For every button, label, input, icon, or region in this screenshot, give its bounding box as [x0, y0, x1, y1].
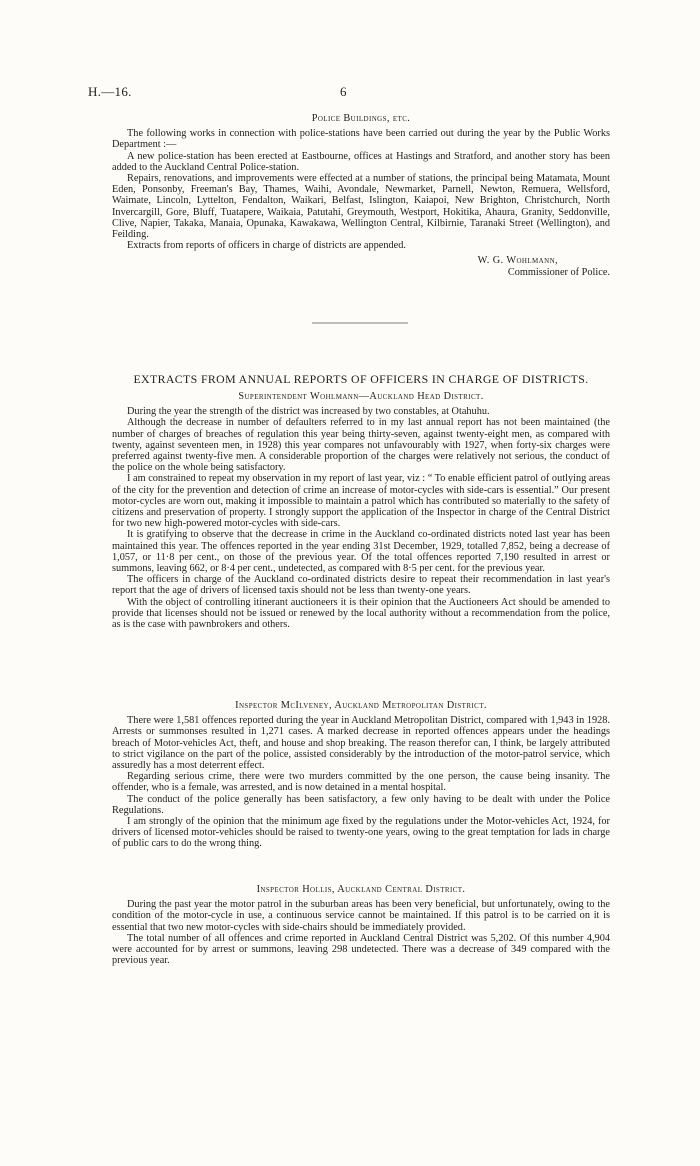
- auckland-central-district-section: [112, 884, 610, 966]
- paragraph: Repairs, renovations, and improvements were effected at a number of stations, the principal being Matamata, Mount Eden, Ponsonby, Freeman's Bay, Thames, Waihi, Avondale, Newmarket, Parnell, Newton, Remuera, Wellsford, Waimate, Lincoln, Lyttelton, Fendalton, Waikari, Belfast, Islington, Kaiapoi, New Brighton, Christchurch, North Invercargill, Gore, Bluff, Tuatapere, Waikaia, Patutahi, Greymouth, Westport, Hokitika, Ahaura, Granity, Seddonville, Clive, Napier, Takaka, Manaia, Opunaka, Kawakawa, Wellington Central, Kilbirnie, Taranaki Street (Wellington), and Feilding.: [112, 173, 610, 241]
- auckland-head-district-section: [112, 391, 610, 630]
- page-reference: H.—16.: [88, 84, 132, 99]
- signature-title: Commissioner of Police.: [507, 267, 610, 279]
- paragraph: The conduct of the police generally has been satisfactory, a few only having to be dealt with under the Police Regulations.: [112, 793, 610, 816]
- section-heading-police-buildings: Police Buildings, etc.: [311, 113, 411, 124]
- page-number: 6: [340, 84, 347, 99]
- paragraph: During the year the strength of the district was increased by two constables, at Otahuhu.: [127, 406, 490, 418]
- paragraph: The following works in connection with police-stations have been carried out during the year by the Public Works Department :—: [112, 128, 610, 151]
- main-title: EXTRACTS FROM ANNUAL REPORTS OF OFFICERS IN CHARGE OF DISTRICTS.: [133, 372, 589, 386]
- section-heading-auckland-central: Inspector Hollis, Auckland Central District.: [256, 884, 466, 895]
- paragraph: I am constrained to repeat my observation in my report of last year, viz : “ To enable efficient patrol of outlying areas of the city for the prevention and detection of crime an increase of motor-cycles with side-cars is essential.” Our present motor-cycles are worn out, making it impossible to maintain a patrol which has contributed so materially to the safety of citizens and preservation of property. I strongly support the application of the Inspector in charge of the Central District for two new high-powered motor-cycles with side-cars.: [112, 473, 610, 530]
- paragraph: There were 1,581 offences reported during the year in Auckland Metropolitan District, compared with 1,943 in 1928. Arrests or summonses resulted in 1,271 cases. A marked decrease in reported offences appears under the headings breach of Motor-vehicles Act, theft, and house and shop breaking. The reason therefor can, I think, be largely attributed to strict vigilance on the part of the police, assisted considerably by the introduction of the motor-patrol service, which assuredly has a most deterrent effect.: [112, 715, 610, 772]
- section-heading-auckland-head: Superintendent Wohlmann—Auckland Head District.: [238, 391, 484, 402]
- signature-block: [112, 255, 610, 279]
- paragraph: With the object of controlling itinerant auctioneers it is their opinion that the Auctioneers Act should be amended to provide that licenses should not be issued or renewed by the local authority without a recommendation from the police, as is the case with pawnbrokers and others.: [112, 596, 610, 631]
- paragraph: Extracts from reports of officers in charge of districts are appended.: [127, 240, 406, 252]
- paragraph: During the past year the motor patrol in the suburban areas has been very beneficial, but unfortunately, owing to the condition of the motor-cycle in use, a continuous service cannot be maintained. If this patrol is to be carried on it is essential that two new motor-cycles with side-chairs should be immediately provided.: [112, 899, 610, 933]
- paragraph: The total number of all offences and crime reported in Auckland Central District was 5,202. Of this number 4,904 were accounted for by arrest or summons, leaving 298 undetected. There was a decrease of 349 compared with the previous year.: [112, 932, 610, 967]
- paragraph: The officers in charge of the Auckland co-ordinated districts desire to repeat their recommendation in last year's report that the age of drivers of licensed taxis should not be less than twenty-one years.: [112, 574, 610, 597]
- paragraph: Regarding serious crime, there were two murders committed by the one person, the cause being insanity. The offender, who is a female, was arrested, and is now detained in a mental hospital.: [112, 771, 610, 794]
- paragraph: A new police-station has been erected at Eastbourne, offices at Hastings and Stratford, and another story has been added to the Auckland Central Police-station.: [112, 150, 610, 173]
- paragraph: Although the decrease in number of defaulters referred to in my last annual report has not been maintained (the number of charges of breaches of regulation this year being thirty-seven, against twenty-eight men, as compared with twenty, against seventeen men, in 1928) this year compares not unfavourably with 1927, when forty-six charges were preferred against twenty-five men. A considerable proportion of the charges were relatively not serious, the conduct of the police on the whole being satisfactory.: [112, 417, 610, 474]
- paragraph: I am strongly of the opinion that the minimum age fixed by the regulations under the Motor-vehicles Act, 1924, for drivers of licensed motor-vehicles should be raised to twenty-one years, owing to the great temptation for lads in charge of public cars to do the wrong thing.: [112, 816, 610, 850]
- paragraph: It is gratifying to observe that the decrease in crime in the Auckland co-ordinated districts noted last year has been maintained this year. The offences reported in the year ending 31st December, 1929, totalled 7,852, being a decrease of 1,057, or 11·8 per cent., on those of the previous year. Of the total offences reported 7,190 resulted in arrest or summons, leaving 662, or 8·4 per cent., undetected, as compared with 8·5 per cent. for the previous year.: [112, 529, 610, 575]
- section-divider: [312, 322, 408, 324]
- section-heading-auckland-metropolitan: Inspector McIlveney, Auckland Metropolitan District.: [235, 700, 487, 711]
- signature-name: W. G. Wohlmann,: [477, 255, 558, 267]
- police-buildings-section: [112, 113, 610, 279]
- auckland-metropolitan-district-section: [112, 700, 610, 850]
